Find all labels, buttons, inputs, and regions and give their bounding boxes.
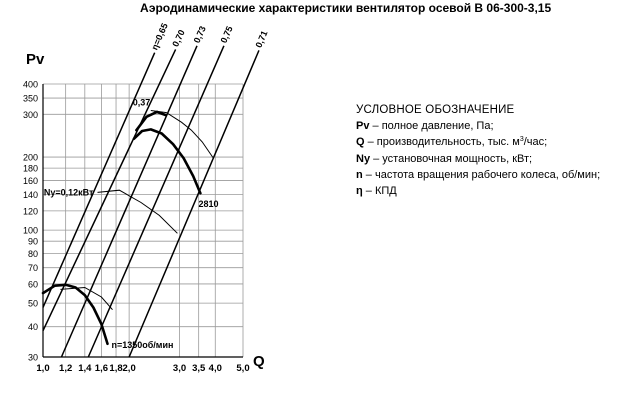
legend-heading: УСЛОВНОЕ ОБОЗНАЧЕНИЕ — [356, 104, 515, 116]
characteristic-curve — [134, 129, 200, 193]
y-tick-label: 30 — [27, 352, 38, 363]
efficiency-label: 0,73 — [191, 24, 208, 45]
y-axis-label: Pv — [26, 51, 45, 68]
power-curve — [151, 111, 214, 159]
legend-item-n: n – частота вращения рабочего колеса, об/мин; — [356, 168, 601, 181]
x-tick-label: 2,0 — [122, 363, 136, 374]
y-tick-label: 50 — [27, 298, 38, 309]
efficiency-label: η=0,65 — [149, 21, 170, 52]
y-tick-label: 160 — [22, 176, 38, 187]
power-label-037: 0,37 — [132, 97, 151, 108]
series-curves — [43, 111, 214, 344]
legend-item-ny: Ny – установочная мощность, кВт; — [356, 152, 533, 165]
x-axis-label: Q — [253, 353, 265, 370]
y-tick-label: 350 — [22, 93, 38, 104]
efficiency-lines — [43, 46, 259, 357]
y-tick-label: 200 — [22, 152, 38, 163]
y-tick-label: 120 — [22, 206, 38, 217]
y-tick-label: 140 — [22, 190, 38, 201]
x-tick-label: 3,5 — [192, 363, 206, 374]
y-tick-label: 80 — [27, 249, 38, 260]
legend-item-eta: η – КПД — [356, 185, 397, 198]
chart-title: Аэродинамические характеристики вентилятор осевой В 06-300-3,15 — [140, 1, 552, 15]
efficiency-label: 0,71 — [253, 29, 270, 50]
x-tick-label: 1,6 — [94, 363, 109, 374]
y-tick-label: 100 — [22, 225, 38, 236]
legend-item-q: Q – производительность, тыс. $м^3$/час; — [356, 136, 548, 149]
y-tick-label: 400 — [22, 79, 38, 90]
y-tick-label: 90 — [27, 236, 38, 247]
x-tick-label: 1,8 — [109, 363, 123, 374]
series-label-1350: n=1350об/мин — [111, 339, 174, 350]
legend-item-pv: Pv – полное давление, Па; — [356, 120, 494, 133]
x-tick-label: 1,2 — [59, 363, 73, 374]
y-tick-label: 40 — [27, 322, 38, 333]
x-tick-label: 1,0 — [36, 363, 50, 374]
power-label-012: Ny=0,12кВт — [43, 187, 94, 198]
efficiency-label: 0,70 — [170, 28, 187, 49]
x-tick-label: 5,0 — [236, 363, 250, 374]
y-tick-label: 70 — [27, 263, 38, 274]
x-tick-label: 3,0 — [172, 363, 187, 374]
y-tick-label: 180 — [22, 163, 38, 174]
y-tick-label: 60 — [27, 279, 38, 290]
x-tick-label: 4,0 — [208, 363, 222, 374]
efficiency-label: 0,75 — [218, 24, 235, 45]
x-tick-label: 1,4 — [78, 363, 92, 374]
grid — [43, 84, 243, 357]
efficiency-line — [129, 50, 259, 357]
legend-box — [356, 102, 636, 199]
axis-labels — [23, 22, 270, 374]
series-label-2810: 2810 — [198, 199, 219, 210]
power-curve — [98, 190, 178, 233]
y-tick-label: 300 — [22, 109, 38, 120]
